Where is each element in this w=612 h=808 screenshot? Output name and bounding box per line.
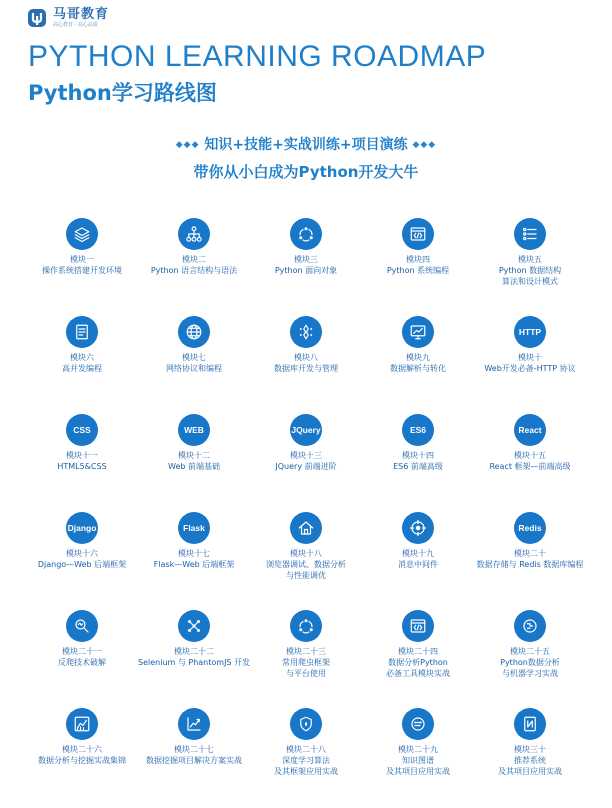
web-icon: WEB [178, 414, 210, 446]
module-title-line: 常用爬虫框架 [282, 658, 330, 667]
module-title-line: 数据解析与转化 [390, 364, 446, 373]
module-label [474, 254, 586, 287]
module-label [26, 646, 138, 668]
brand-name: 马哥教育 [53, 7, 110, 22]
module-number: 模块二十四 [398, 647, 438, 656]
document-icon [66, 316, 98, 348]
module-item [362, 414, 474, 512]
module-number: 模块二十 [514, 549, 546, 558]
module-item [138, 610, 250, 708]
module-number: 模块二十八 [286, 745, 326, 754]
module-label [362, 548, 474, 570]
module-title-line: Selenium 与 PhantomJS 开发 [138, 658, 251, 667]
module-item [250, 708, 362, 806]
module-label [138, 548, 250, 570]
globe-icon [178, 316, 210, 348]
module-title-line: Django—Web 后端框架 [37, 560, 127, 569]
module-item [138, 512, 250, 610]
module-label [250, 450, 362, 472]
module-item [138, 316, 250, 414]
module-label [138, 352, 250, 374]
module-number: 模块十八 [290, 549, 322, 558]
module-title-line: 数据分析与挖掘实战集锦 [38, 756, 126, 765]
module-number: 模块十 [518, 353, 542, 362]
jquery-icon: JQuery [290, 414, 322, 446]
module-title-line: 算法和设计模式 [502, 277, 558, 286]
module-label [250, 548, 362, 581]
cycle-icon [290, 218, 322, 250]
module-number: 模块二十九 [398, 745, 438, 754]
module-title-line: 数据库开发与管理 [274, 364, 338, 373]
module-item [250, 316, 362, 414]
module-item [474, 512, 586, 610]
module-number: 模块七 [182, 353, 206, 362]
module-title-line: Python 数据结构 [498, 266, 562, 275]
module-title-line: 及其项目应用实战 [498, 767, 562, 776]
home-icon [290, 512, 322, 544]
module-grid [26, 218, 586, 806]
module-number: 模块十三 [290, 451, 322, 460]
module-item [26, 708, 138, 806]
diamond-deco-right: ◆◆◆ [412, 140, 437, 150]
module-title-line: 反爬技术破解 [58, 658, 106, 667]
css-icon: CSS [66, 414, 98, 446]
react-icon: React [514, 414, 546, 446]
module-title-line: 与平台使用 [286, 669, 326, 678]
module-number: 模块五 [518, 255, 542, 264]
module-item [474, 414, 586, 512]
module-number: 模块二 [182, 255, 206, 264]
module-title-line: React 框架—前端高级 [489, 462, 571, 471]
module-item [362, 610, 474, 708]
module-title-line: 数据分析Python [388, 658, 448, 667]
module-title-line: Python 系统编程 [386, 266, 450, 275]
module-item [362, 708, 474, 806]
module-number: 模块三 [294, 255, 318, 264]
module-title-line: 及其项目应用实战 [386, 767, 450, 776]
module-label [362, 450, 474, 472]
slogan-text: 知识+技能+实战训练+项目演练 [204, 137, 408, 153]
code-window-icon [402, 610, 434, 642]
module-title-line: Python 语言结构与语法 [150, 266, 238, 275]
module-label [474, 352, 586, 374]
module-title-line: 网络协议和编程 [166, 364, 222, 373]
http-icon: HTTP [514, 316, 546, 348]
module-label [26, 744, 138, 766]
module-label [26, 450, 138, 472]
network-icon [178, 610, 210, 642]
flask-icon: Flask [178, 512, 210, 544]
module-number: 模块十四 [402, 451, 434, 460]
list-icon [514, 218, 546, 250]
module-label [362, 744, 474, 777]
page-title-cn: Python学习路线图 [28, 81, 217, 105]
module-title-line: 消息中间件 [398, 560, 438, 569]
module-number: 模块九 [406, 353, 430, 362]
module-title-line: 高并发编程 [62, 364, 102, 373]
module-item [250, 512, 362, 610]
module-item [26, 610, 138, 708]
trend-icon [178, 708, 210, 740]
module-title-line: 数据挖掘项目解决方案实战 [146, 756, 242, 765]
module-label [250, 352, 362, 374]
magnifier-icon [66, 610, 98, 642]
module-title-line: Python数据分析 [500, 658, 560, 667]
module-title-line: 推荐系统 [514, 756, 546, 765]
module-title-line: JQuery 前端进阶 [275, 462, 337, 471]
module-item [26, 512, 138, 610]
module-title-line: 浏览器调试、数据分析 [266, 560, 346, 569]
module-item [474, 610, 586, 708]
module-label [474, 548, 586, 570]
module-label [250, 744, 362, 777]
module-label [138, 450, 250, 472]
redis-icon: Redis [514, 512, 546, 544]
module-number: 模块二十一 [62, 647, 102, 656]
module-title-line: 与机器学习实战 [502, 669, 558, 678]
note-icon [514, 708, 546, 740]
module-title-line: 数据存储与 Redis 数据库编程 [476, 560, 584, 569]
hierarchy-icon [178, 218, 210, 250]
module-number: 模块六 [70, 353, 94, 362]
module-number: 模块四 [406, 255, 430, 264]
diamond-deco-left: ◆◆◆ [175, 140, 200, 150]
module-number: 模块三十 [514, 745, 546, 754]
logo-icon [27, 8, 47, 28]
module-title-line: 深度学习算法 [282, 756, 330, 765]
module-item [138, 708, 250, 806]
module-label [250, 646, 362, 679]
module-number: 模块二十二 [174, 647, 214, 656]
module-label [250, 254, 362, 276]
module-title-line: Flask—Web 后端框架 [153, 560, 235, 569]
module-item [250, 414, 362, 512]
analytics-icon [66, 708, 98, 740]
brand-logo [27, 8, 109, 28]
module-item [474, 708, 586, 806]
slogan [0, 134, 612, 154]
module-item [362, 512, 474, 610]
module-item [26, 316, 138, 414]
module-number: 模块十六 [66, 549, 98, 558]
module-item [26, 218, 138, 316]
module-title-line: Python 面向对象 [274, 266, 338, 275]
module-number: 模块十五 [514, 451, 546, 460]
page-title-en: PYTHON LEARNING ROADMAP [28, 40, 487, 73]
brand-tagline: 高心教育 · 高心品质 [53, 22, 98, 28]
module-label [362, 352, 474, 374]
module-number: 模块二十七 [174, 745, 214, 754]
subslogan: 带你从小白成为Python开发大牛 [193, 163, 419, 181]
module-label [474, 450, 586, 472]
module-label [26, 352, 138, 374]
module-item [250, 610, 362, 708]
module-title-line: Web 前端基础 [168, 462, 220, 471]
module-item [26, 414, 138, 512]
module-title-line: 与性能调优 [286, 571, 326, 580]
module-item [250, 218, 362, 316]
module-label [474, 646, 586, 679]
module-label [26, 254, 138, 276]
module-title-line: 操作系统搭建开发环境 [42, 266, 122, 275]
module-label [138, 646, 250, 668]
database-icon [290, 316, 322, 348]
brain-icon [514, 610, 546, 642]
cycle-icon [290, 610, 322, 642]
module-title-line: 必备工具模块实战 [386, 669, 450, 678]
module-title-line: 及其框架应用实战 [274, 767, 338, 776]
module-number: 模块二十三 [286, 647, 326, 656]
chart-icon [402, 316, 434, 348]
module-item [362, 218, 474, 316]
module-label [362, 646, 474, 679]
module-number: 模块二十五 [510, 647, 550, 656]
module-item [474, 218, 586, 316]
module-number: 模块十七 [178, 549, 210, 558]
module-title-line: HTML5&CSS [57, 462, 107, 471]
module-label [474, 744, 586, 777]
django-icon: Django [66, 512, 98, 544]
module-label [362, 254, 474, 276]
module-number: 模块十九 [402, 549, 434, 558]
module-item [362, 316, 474, 414]
module-item [474, 316, 586, 414]
target-icon [402, 512, 434, 544]
module-item [138, 218, 250, 316]
module-label [138, 254, 250, 276]
layers-icon [66, 218, 98, 250]
module-title-line: 知识图谱 [402, 756, 434, 765]
module-label [26, 548, 138, 570]
graph-icon [402, 708, 434, 740]
module-number: 模块一 [70, 255, 94, 264]
code-window-icon [402, 218, 434, 250]
module-title-line: ES6 前端高级 [393, 462, 443, 471]
module-title-line: Web开发必备-HTTP 协议 [484, 364, 576, 373]
module-label [138, 744, 250, 766]
module-number: 模块十一 [66, 451, 98, 460]
module-item [138, 414, 250, 512]
shield-icon [290, 708, 322, 740]
module-number: 模块十二 [178, 451, 210, 460]
es6-icon: ES6 [402, 414, 434, 446]
module-number: 模块八 [294, 353, 318, 362]
module-number: 模块二十六 [62, 745, 102, 754]
